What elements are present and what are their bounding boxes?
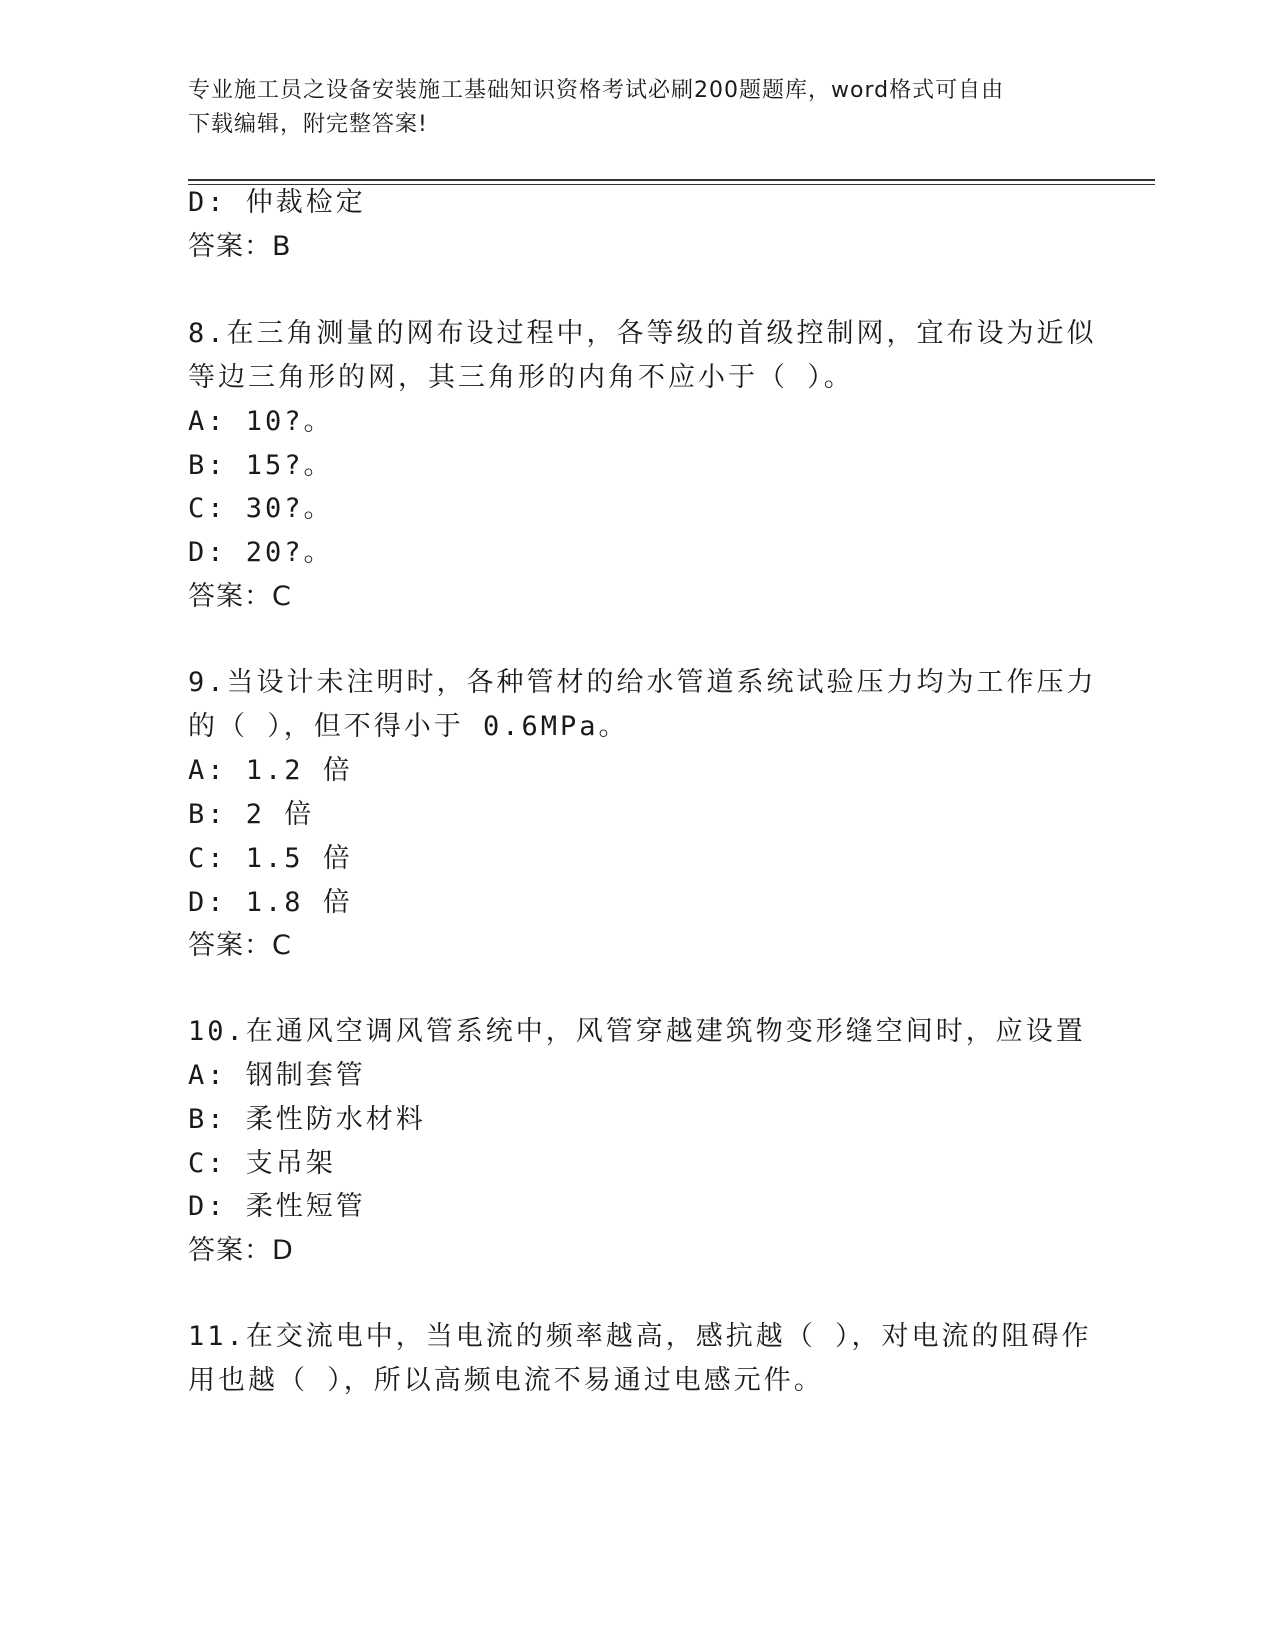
q11-text-line-2: 用也越（ ），所以高频电流不易通过电感元件。 (188, 1365, 824, 1396)
q10-option-c: C: 支吊架 (188, 1148, 336, 1179)
q9-text-line-1: 9.当设计未注明时，各种管材的给水管道系统试验压力均为工作压力 (188, 667, 1097, 698)
q8-option-b: B: 15?。 (188, 450, 334, 481)
header-line-1: 专业施工员之设备安装施工基础知识资格考试必刷200题题库，word格式可自由 (188, 78, 1005, 103)
q8-answer: 答案：C (188, 581, 292, 612)
q11-text-line-1: 11.在交流电中，当电流的频率越高，感抗越（ ），对电流的阻碍作 (188, 1321, 1092, 1352)
header-divider-thin (188, 184, 1155, 185)
q10-option-b: B: 柔性防水材料 (188, 1104, 426, 1135)
q8-option-a: A: 10?。 (188, 406, 334, 437)
q9-answer: 答案：C (188, 930, 292, 961)
q8-text-line-1: 8.在三角测量的网布设过程中，各等级的首级控制网，宜布设为近似 (188, 318, 1097, 349)
q8-text-line-2: 等边三角形的网，其三角形的内角不应小于（ ）。 (188, 362, 854, 393)
q9-option-c: C: 1.5 倍 (188, 843, 353, 874)
q10-option-d: D: 柔性短管 (188, 1191, 366, 1222)
header-line-2: 下载编辑，附完整答案! (188, 112, 428, 137)
prev-option-d: D: 仲裁检定 (188, 187, 366, 218)
q8-option-d: D: 20?。 (188, 537, 334, 568)
q9-option-b: B: 2 倍 (188, 799, 315, 830)
q8-option-c: C: 30?。 (188, 493, 334, 524)
q9-text-line-2: 的（ ），但不得小于 0.6MPa。 (188, 711, 629, 742)
q9-option-d: D: 1.8 倍 (188, 887, 353, 918)
document-header (188, 74, 1088, 142)
q10-answer: 答案：D (188, 1235, 294, 1266)
header-divider-thick (188, 179, 1155, 181)
q10-text-line-1: 10.在通风空调风管系统中，风管穿越建筑物变形缝空间时，应设置 (188, 1016, 1086, 1047)
q9-option-a: A: 1.2 倍 (188, 755, 353, 786)
q10-option-a: A: 钢制套管 (188, 1060, 366, 1091)
prev-answer: 答案：B (188, 231, 292, 262)
